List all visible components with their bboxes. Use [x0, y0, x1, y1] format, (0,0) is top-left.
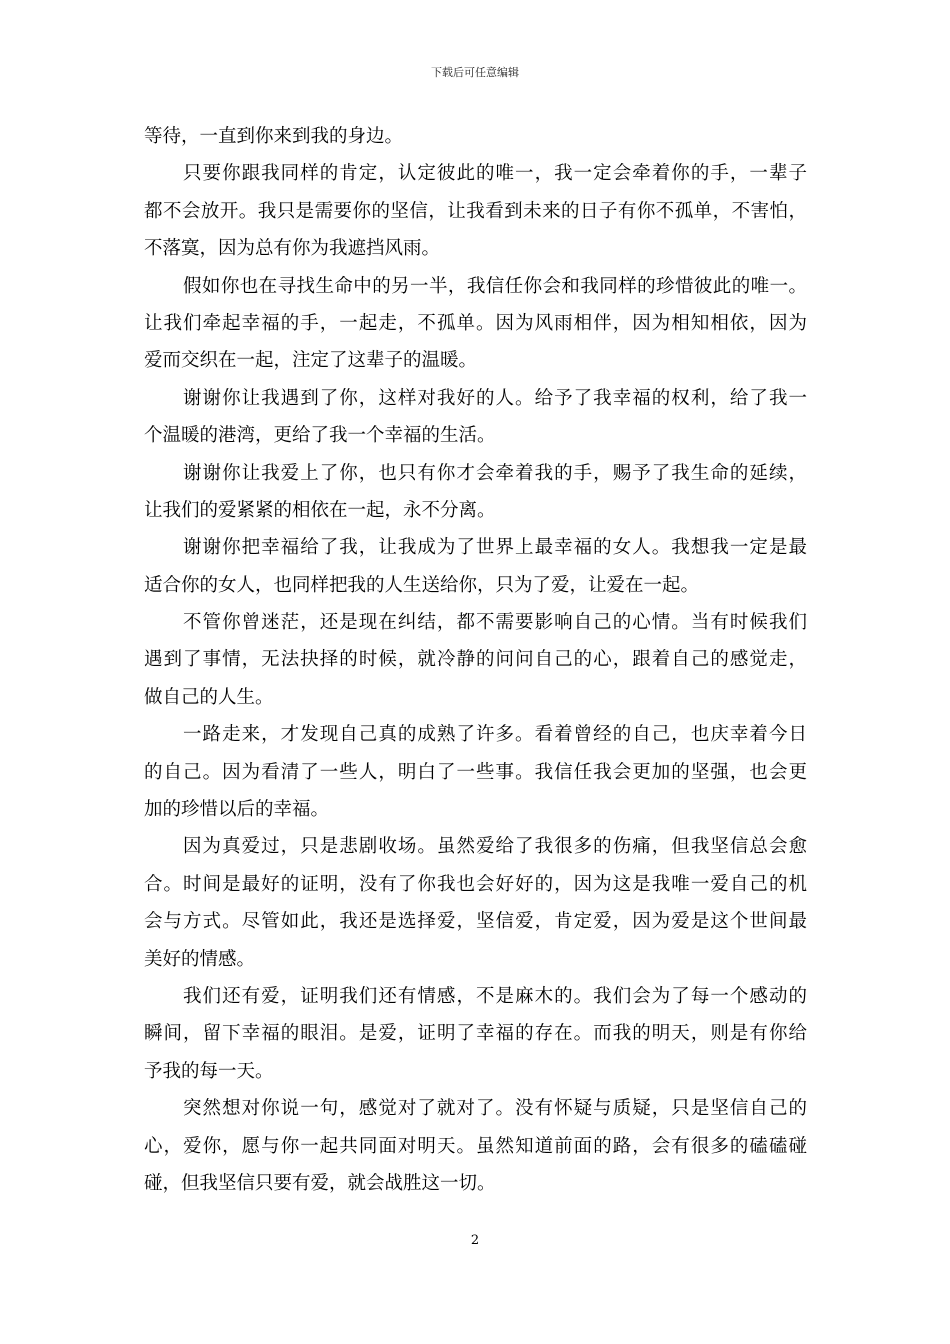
- paragraph-line: 让我们的爱紧紧的相依在一起，永不分离。: [144, 499, 496, 521]
- paragraph-line: 爱而交织在一起，注定了这辈子的温暖。: [144, 350, 478, 372]
- paragraph-line: 适合你的女人，也同样把我的人生送给你，只为了爱，让爱在一起。: [144, 574, 700, 596]
- paragraph-line: 等待，一直到你来到我的身边。: [144, 126, 404, 147]
- paragraph: [144, 828, 807, 978]
- paragraph: [144, 455, 807, 530]
- paragraph-line: 做自己的人生。: [144, 686, 274, 708]
- paragraph-line: 不落寞，因为总有你为我遮挡风雨。: [144, 238, 441, 260]
- document-body: [144, 118, 807, 1202]
- page-number: 2: [470, 1233, 480, 1248]
- paragraph-line: 谢谢你让我遇到了你，这样对我好的人。给予了我幸福的权利，给了我一: [183, 387, 807, 409]
- paragraph-line: 加的珍惜以后的幸福。: [144, 799, 330, 821]
- paragraph: [144, 268, 807, 380]
- paragraph-line: 的自己。因为看清了一些人，明白了一些事。我信任我会更加的坚强，也会更: [144, 761, 807, 783]
- paragraph-line: 一路走来，才发现自己真的成熟了许多。看着曾经的自己，也庆幸着今日: [183, 724, 807, 746]
- paragraph-line: 假如你也在寻找生命中的另一半，我信任你会和我同样的珍惜彼此的唯一。: [183, 275, 807, 297]
- page-header: 下载后可任意编辑: [431, 66, 519, 79]
- paragraph: [144, 118, 807, 155]
- paragraph-line: 瞬间，留下幸福的眼泪。是爱，证明了幸福的存在。而我的明天，则是有你给: [144, 1023, 807, 1045]
- paragraph-line: 心，爱你，愿与你一起共同面对明天。虽然知道前面的路，会有很多的磕磕碰: [144, 1135, 807, 1157]
- paragraph: [144, 1090, 807, 1202]
- paragraph: [144, 155, 807, 267]
- paragraph: [144, 978, 807, 1090]
- paragraph-line: 美好的情感。: [144, 948, 256, 970]
- paragraph-line: 碰，但我坚信只要有爱，就会战胜这一切。: [144, 1172, 496, 1194]
- paragraph-line: 突然想对你说一句，感觉对了就对了。没有怀疑与质疑，只是坚信自己的: [183, 1098, 807, 1120]
- paragraph: [144, 380, 807, 455]
- paragraph: [144, 604, 807, 716]
- paragraph-line: 遇到了事情，无法抉择的时候，就冷静的问问自己的心，跟着自己的感觉走，: [144, 649, 807, 671]
- paragraph-line: 我们还有爱，证明我们还有情感，不是麻木的。我们会为了每一个感动的: [183, 985, 807, 1007]
- paragraph: [144, 529, 807, 604]
- paragraph-line: 予我的每一天。: [144, 1060, 274, 1082]
- paragraph-line: 会与方式。尽管如此，我还是选择爱，坚信爱，肯定爱，因为爱是这个世间最: [144, 911, 807, 933]
- paragraph-line: 谢谢你把幸福给了我，让我成为了世界上最幸福的女人。我想我一定是最: [183, 537, 807, 559]
- paragraph-line: 只要你跟我同样的肯定，认定彼此的唯一，我一定会牵着你的手，一辈子: [183, 163, 807, 185]
- paragraph-line: 合。时间是最好的证明，没有了你我也会好好的，因为这是我唯一爱自己的机: [144, 873, 807, 895]
- paragraph-line: 因为真爱过，只是悲剧收场。虽然爱给了我很多的伤痛，但我坚信总会愈: [183, 836, 807, 858]
- paragraph-line: 谢谢你让我爱上了你，也只有你才会牵着我的手，赐予了我生命的延续，: [183, 462, 807, 484]
- paragraph-line: 让我们牵起幸福的手，一起走，不孤单。因为风雨相伴，因为相知相依，因为: [144, 312, 807, 334]
- paragraph-line: 不管你曾迷茫，还是现在纠结，都不需要影响自己的心情。当有时候我们: [183, 612, 807, 634]
- paragraph: [144, 716, 807, 828]
- paragraph-line: 个温暖的港湾，更给了我一个幸福的生活。: [144, 425, 496, 447]
- paragraph-line: 都不会放开。我只是需要你的坚信，让我看到未来的日子有你不孤单，不害怕，: [144, 200, 807, 222]
